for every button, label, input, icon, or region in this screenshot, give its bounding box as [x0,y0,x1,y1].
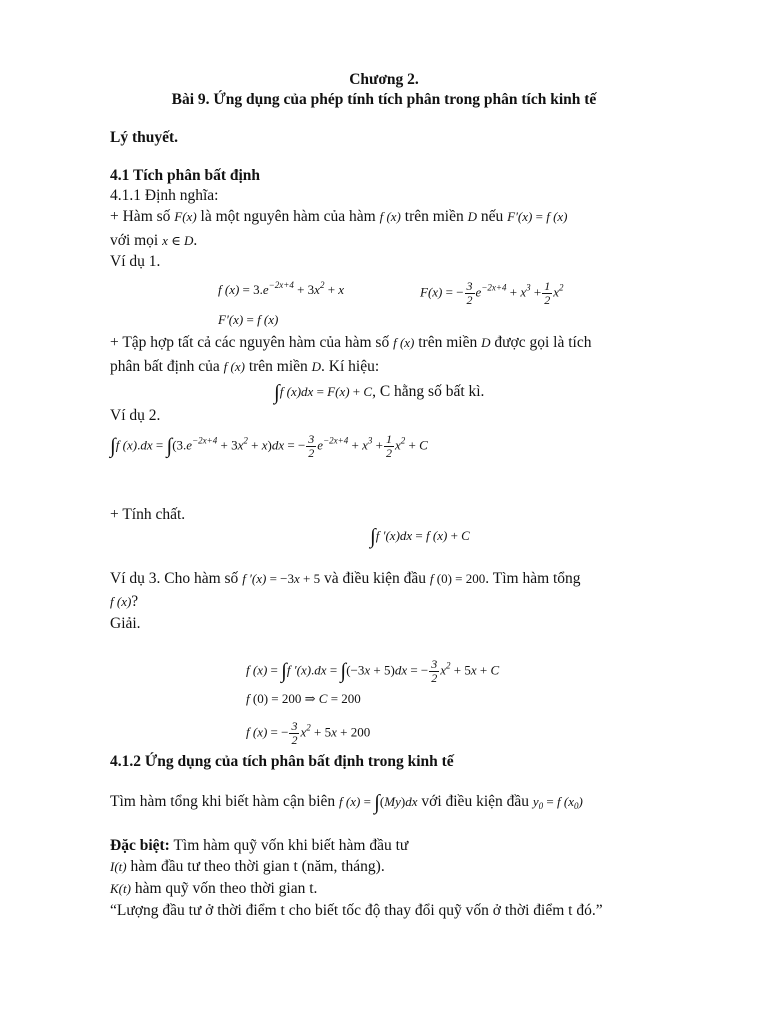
def2-text-a: + Tập hợp tất cả các nguyên hàm của hàm số [110,334,390,351]
def2-text-e: trên miền [248,358,308,375]
math-marginal-function: f ′(x) = −3x + 5 [242,571,321,586]
capital-text: hàm quỹ vốn theo thời gian t. [134,880,318,897]
section-4-1-1-heading: 4.1.1 Định nghĩa: [110,187,219,204]
app-text-a: Tìm hàm tổng khi biết hàm cận biên [110,793,336,810]
chapter-heading: Chương 2. [349,71,419,88]
section-4-1-2-heading: 4.1.2 Ứng dụng của tích phân bất định trong kinh tế [110,753,454,770]
lesson-title: Bài 9. Ứng dụng của phép tính tích phân trong phân tích kinh tế [171,91,597,108]
definition-2-line-1 [110,333,591,353]
investment-text: hàm đầu tư theo thời gian t (năm, tháng). [130,858,385,875]
math-K-t: K(t) [110,881,131,896]
def-text-e: với mọi [110,232,159,249]
special-line [110,836,408,856]
ex3-text-b: và điều kiện đầu [324,570,427,587]
math-D-3: D [311,359,322,374]
capital-line [110,879,317,899]
def-text-c: trên miền [404,208,464,225]
definition-line-1 [110,207,568,227]
example-1-F: F(x) = − $\frac{3}{2}$ $e^{-2x+4} + x^3$ + $\frac{1}{2}$ $x^2$ [420,279,564,307]
solution-step-2: f (0) = 200 ⇒ C = 200 [246,691,361,706]
example-3-line-1 [110,569,581,589]
example-1-f: f $(x) = 3.e^{-2x+4} + 3x^2 + x$ [218,280,345,297]
math-total-function: f (x) = ∫(My)dx [339,790,418,814]
example-2-label: Ví dụ 2. [110,407,161,424]
math-f-x-3: f (x) [223,359,245,374]
solution-label: Giải. [110,615,141,632]
math-f-x-4: f (x) [110,594,132,609]
special-label: Đặc biệt: [110,837,170,854]
math-D: D [467,209,477,224]
solution-result: f (x) = − $\frac{3}{2}$ $x^2 + 5x + 200$ [246,719,371,747]
math-derivative-condition: F′(x) = f (x) [507,209,568,224]
property-formula: ∫f ′(x)dx = f (x) + C [370,524,470,548]
def2-text-d: phân bất định của [110,358,220,375]
definition-line-2: với mọi x ∈ D. [110,232,198,249]
property-label: + Tính chất. [110,506,186,523]
def2-text-g: , C hằng số bất kì. [372,383,485,400]
section-4-1-heading: 4.1 Tích phân bất định [110,167,261,184]
math-F-x: F(x) [174,209,197,224]
math-I-t: I(t) [110,859,127,874]
solution-step-1: f (x) = ∫f ′(x).dx = ∫(−3x + 5)dx = − $\frac{3}{2}$ $x^2 + 5x + C$ [246,657,500,685]
math-f-x-2: f (x) [393,335,415,350]
example-1-label: Ví dụ 1. [110,253,161,270]
def-text-d: nếu [480,208,504,225]
math-y0-condition: $y_0 = f$ $(x_0)$ [532,794,583,811]
math-x-in-D: x ∈ D [162,233,194,248]
def-text-a: + Hàm số [110,208,171,225]
app-text-b: với điều kiện đầu [421,793,530,810]
indefinite-integral-notation [274,382,484,402]
def2-text-b: trên miền [418,334,478,351]
special-text: Tìm hàm quỹ vốn khi biết hàm đầu tư [173,837,409,854]
example-1-derivative: F′(x) = f (x) [218,312,279,327]
definition-2-line-2 [110,357,379,377]
math-f-x: f (x) [379,209,401,224]
def-text-b: là một nguyên hàm của hàm [200,208,376,225]
application-line [110,792,583,812]
example-3-line-2 [110,592,138,612]
investment-line [110,857,385,877]
def2-text-c: được gọi là tích [494,334,592,351]
ex3-text-c: . Tìm hàm tổng [485,570,581,587]
def2-text-f: . Kí hiệu: [321,358,380,375]
ex3-text-a: Ví dụ 3. Cho hàm số [110,570,239,587]
example-2-integral: ∫f $(x).dx = \int(3.e^{-2x+4} + 3x^2 + x)dx$ = − $\frac{3}{2}$ $e^{-2x+4} + x^3$ + $\frac{1}{2}$ $x^2 + C$ [110,432,428,460]
math-initial-condition: f (0) = 200 [429,571,486,586]
theory-heading: Lý thuyết. [110,129,179,146]
quote-line: “Lượng đầu tư ở thời điểm t cho biết tốc độ thay đổi quỹ vốn ở thời điểm t đó.” [110,902,603,919]
math-integral-def: ∫f (x)dx = F(x) + C [274,380,373,404]
ex3-text-d: ? [131,593,139,610]
math-D-2: D [481,335,491,350]
